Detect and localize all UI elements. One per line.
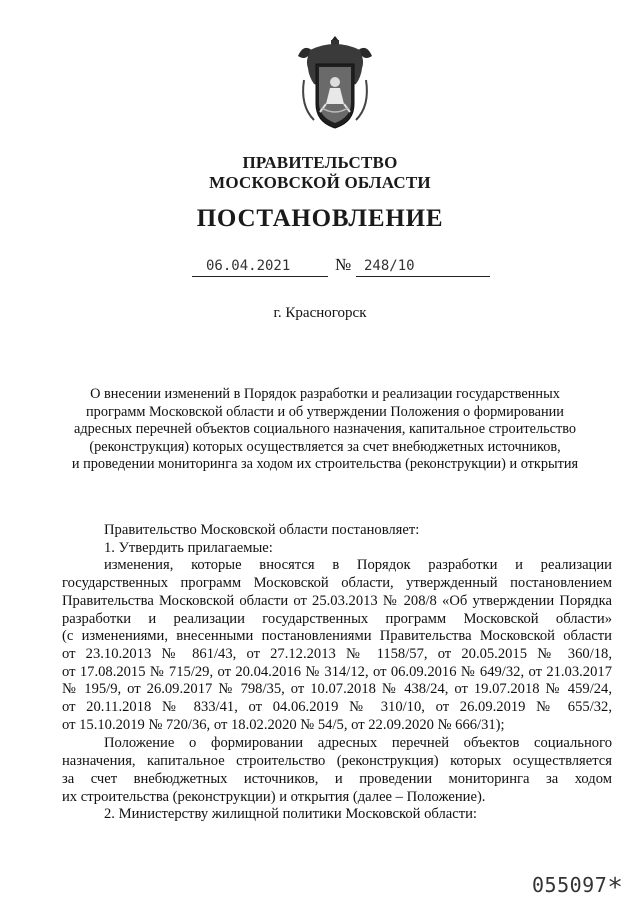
- regulation-line: назначения, капитальное строительство (реконструкция) которых осуществляется: [62, 753, 612, 770]
- changes-line: от 15.10.2019 № 720/36, от 18.02.2020 № 54/5, от 22.09.2020 № 666/31);: [62, 716, 505, 733]
- changes-line: разработки и реализации государственных программ Московской области»: [62, 610, 612, 627]
- document-type-title: ПОСТАНОВЛЕНИЕ: [196, 205, 444, 232]
- coat-of-arms-icon: [296, 30, 374, 134]
- date-underline: [192, 276, 328, 277]
- government-name-line2: МОСКОВСКОЙ ОБЛАСТИ: [209, 173, 431, 192]
- regulation-line: Положение о формировании адресных перечней объектов социального: [104, 735, 612, 752]
- changes-line: государственных программ Московской области, утвержденный постановлением: [62, 575, 612, 592]
- document-date: 06.04.2021: [206, 258, 291, 274]
- intro-paragraph: Правительство Московской области постановляет:: [104, 522, 420, 538]
- changes-line: № 195/9, от 26.09.2017 № 798/35, от 10.07.2018 № 438/24, от 19.07.2018 № 459/24,: [62, 681, 612, 698]
- document-body: [62, 522, 612, 824]
- asterisk-mark: *: [607, 873, 624, 903]
- changes-line: Правительства Московской области от 25.03.2013 № 208/8 «Об утверждении Порядка: [62, 592, 612, 609]
- number-sign: №: [335, 255, 352, 274]
- regulation-line: их строительства (реконструкции) и открытия (далее – Положение).: [62, 788, 486, 805]
- regulation-line: за счет внебюджетных источников, и проведении мониторинга за ходом: [62, 770, 612, 787]
- changes-line: от 20.11.2018 № 833/41, от 04.06.2019 № 310/10, от 26.09.2019 № 655/32,: [62, 699, 612, 716]
- subject-line: (реконструкция) которых осуществляется за счет внебюджетных источников,: [89, 438, 561, 455]
- item-2: 2. Министерству жилищной политики Московской области:: [104, 806, 477, 823]
- item-1: 1. Утвердить прилагаемые:: [104, 539, 273, 556]
- changes-line: (с изменениями, внесенными постановлениями Правительства Московской области: [62, 628, 612, 645]
- subject-line: и проведении мониторинга за ходом их строительства (реконструкции) и открытия: [71, 456, 579, 473]
- changes-line: от 17.08.2015 № 715/29, от 20.04.2016 № 314/12, от 06.09.2016 № 649/32, от 21.03.2017: [62, 663, 612, 680]
- government-name-line1: ПРАВИТЕЛЬСТВО: [242, 153, 398, 172]
- city: г. Красногорск: [273, 305, 367, 321]
- document-number: 248/10: [364, 258, 415, 274]
- changes-line: изменения, которые вносятся в Порядок разработки и реализации: [104, 557, 612, 574]
- number-underline: [356, 276, 490, 277]
- changes-line: от 23.10.2013 № 861/43, от 27.12.2013 № 1158/57, от 20.05.2015 № 360/18,: [62, 645, 612, 662]
- serial-stamp: [532, 873, 623, 903]
- subject-line: О внесении изменений в Порядок разработки и реализации государственных: [90, 386, 560, 402]
- subject-line: программ Московской области и об утверждении Положения о формировании: [86, 403, 564, 420]
- document-subject: [60, 386, 590, 474]
- subject-line: адресных перечней объектов социального назначения, капитальное строительство: [73, 421, 576, 438]
- serial-number: 055097: [532, 873, 608, 897]
